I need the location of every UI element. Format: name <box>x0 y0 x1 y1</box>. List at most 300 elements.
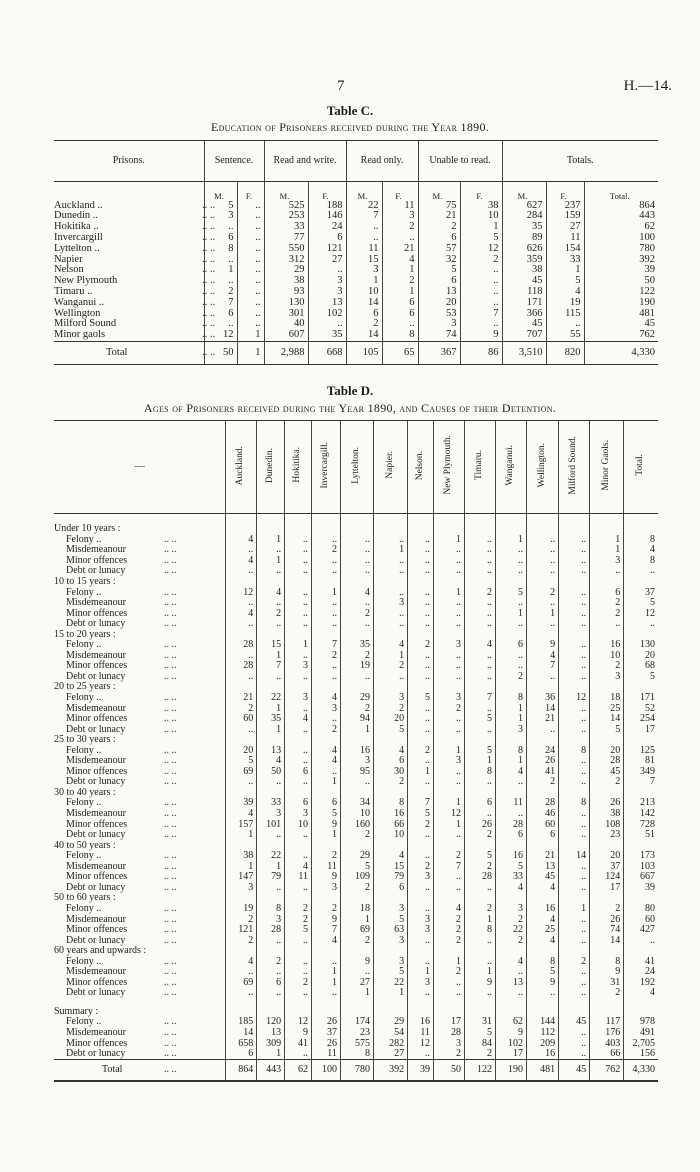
table-cell <box>590 946 624 957</box>
table-cell: .. <box>340 967 373 978</box>
col-header-label: Wanganui. <box>505 444 516 486</box>
table-cell: 481 <box>584 308 658 319</box>
table-cell: 3 <box>257 914 285 925</box>
table-cell: 74 <box>418 330 460 341</box>
table-cell: 2 <box>311 724 340 735</box>
table-cell: 4 <box>374 745 408 756</box>
offence-label: Misdemeanour <box>66 1026 126 1038</box>
table-cell: 9 <box>465 978 496 989</box>
offence-label: Misdemeanour <box>66 544 126 556</box>
table-cell: 6 <box>311 798 340 809</box>
table-cell: 2 <box>285 914 312 925</box>
table-cell: .. <box>559 830 590 841</box>
offence-label: Felony .. <box>66 850 102 862</box>
table-cell: .. <box>226 672 257 683</box>
table-cell: 1 <box>590 545 624 556</box>
table-cell: 7 <box>311 925 340 936</box>
table-cell <box>408 577 434 588</box>
table-row <box>54 598 658 609</box>
table-cell: .. <box>559 872 590 883</box>
table-cell: 37 <box>590 862 624 873</box>
table-cell <box>257 946 285 957</box>
spacer-cell <box>408 514 434 525</box>
leader-dots: .. .. <box>164 565 177 577</box>
table-cell <box>340 946 373 957</box>
spacer-cell <box>340 514 373 525</box>
table-cell: 2 <box>311 545 340 556</box>
table-cell: 3 <box>226 883 257 894</box>
prison-label: Timaru .. <box>54 286 93 298</box>
table-cell: 1 <box>340 724 373 735</box>
table-cell: 4 <box>624 988 658 999</box>
total-label: Total <box>106 346 128 358</box>
table-cell: 3 <box>382 211 418 222</box>
offence-label: Debt or lunacy <box>66 829 126 841</box>
group-label: 25 to 30 years : <box>54 734 116 746</box>
table-cell: 2 <box>340 703 373 714</box>
table-cell: 3 <box>204 211 237 222</box>
spacer-cell <box>496 999 527 1007</box>
table-cell: .. <box>237 244 264 255</box>
table-cell: .. <box>285 619 312 630</box>
table-cell <box>257 577 285 588</box>
col-header <box>374 421 408 514</box>
table-cell: 176 <box>590 1028 624 1039</box>
table-cell: 26 <box>590 914 624 925</box>
total-cell: 1 <box>237 341 264 364</box>
offence-name <box>54 904 226 915</box>
table-cell: 2 <box>460 254 502 265</box>
table-cell: 6 <box>382 298 418 309</box>
table-cell: .. <box>559 608 590 619</box>
spacer-cell <box>624 514 658 525</box>
table-cell: 2 <box>285 978 312 989</box>
table-cell: 4 <box>226 535 257 546</box>
table-cell: 16 <box>527 904 559 915</box>
table-cell: .. <box>257 545 285 556</box>
leader-dots: .. .. <box>202 253 216 265</box>
offence-label: Misdemeanour <box>66 597 126 609</box>
table-cell: 45 <box>584 319 658 330</box>
table-cell: 15 <box>257 640 285 651</box>
table-cell: 11 <box>408 1028 434 1039</box>
table-row <box>54 535 658 546</box>
table-cell: .. <box>285 556 312 567</box>
table-cell: .. <box>226 724 257 735</box>
sub-header-m: M. <box>204 182 237 201</box>
table-cell: 5 <box>408 809 434 820</box>
table-cell: 159 <box>546 211 584 222</box>
table-cell: 1 <box>311 830 340 841</box>
table-cell: 6 <box>204 233 237 244</box>
table-cell: 5 <box>624 598 658 609</box>
table-cell: .. <box>559 724 590 735</box>
table-cell: .. <box>624 619 658 630</box>
table-cell: 39 <box>226 798 257 809</box>
total-cell: 4,330 <box>584 341 658 364</box>
table-cell <box>311 735 340 746</box>
table-cell: 237 <box>546 201 584 212</box>
offence-label: Felony .. <box>66 639 102 651</box>
leader-dots: .. .. <box>202 210 216 222</box>
spacer-cell <box>590 514 624 525</box>
table-cell: 6 <box>226 1049 257 1060</box>
sub-header-m: M. <box>418 182 460 201</box>
leader-dots: .. .. <box>164 1064 177 1076</box>
table-cell: 2 <box>340 883 373 894</box>
col-header <box>465 421 496 514</box>
table-cell: 2 <box>496 672 527 683</box>
table-cell: 5 <box>408 693 434 704</box>
table-cell: .. <box>237 308 264 319</box>
table-row <box>54 319 658 330</box>
table-cell: 2 <box>285 904 312 915</box>
table-cell: 10 <box>285 819 312 830</box>
table-cell: .. <box>285 777 312 788</box>
spacer-cell <box>374 999 408 1007</box>
table-cell: 5 <box>465 714 496 725</box>
table-cell: 728 <box>624 819 658 830</box>
table-cell: 359 <box>502 254 546 265</box>
spacer-cell <box>559 514 590 525</box>
table-cell: 74 <box>590 925 624 936</box>
leader-dots: .. .. <box>164 987 177 999</box>
table-cell: 5 <box>374 967 408 978</box>
col-read-write: Read and write. <box>264 141 346 182</box>
table-cell: 29 <box>374 1017 408 1028</box>
table-cell: 35 <box>257 714 285 725</box>
table-cell <box>590 577 624 588</box>
leader-dots: .. .. <box>202 329 216 341</box>
table-cell: 22 <box>496 925 527 936</box>
offence-name <box>54 830 226 841</box>
table-cell: .. <box>237 265 264 276</box>
table-cell: .. <box>434 556 465 567</box>
table-cell: 75 <box>418 201 460 212</box>
table-cell: 55 <box>546 330 584 341</box>
table-cell: 864 <box>584 201 658 212</box>
table-cell: .. <box>434 767 465 778</box>
table-cell: .. <box>465 556 496 567</box>
leader-dots: .. .. <box>202 318 216 330</box>
table-cell: 38 <box>502 265 546 276</box>
offence-label: Misdemeanour <box>66 755 126 767</box>
table-cell: 366 <box>502 308 546 319</box>
offence-label: Debt or lunacy <box>66 670 126 682</box>
table-cell <box>527 524 559 535</box>
total-cell: 392 <box>374 1060 408 1082</box>
leader-dots: .. .. <box>164 1048 177 1060</box>
col-header-label: Wellington. <box>536 443 547 488</box>
table-cell: 8 <box>374 798 408 809</box>
table-cell <box>226 524 257 535</box>
table-cell: 15 <box>346 254 382 265</box>
table-cell: 84 <box>465 1038 496 1049</box>
table-cell: 39 <box>584 265 658 276</box>
table-cell: 21 <box>226 693 257 704</box>
leader-dots: .. .. <box>164 586 177 598</box>
table-cell: 12 <box>434 809 465 820</box>
leader-dots: .. .. <box>164 692 177 704</box>
table-cell: 2 <box>408 745 434 756</box>
table-cell: 11 <box>496 798 527 809</box>
table-row <box>54 298 658 309</box>
table-cell: .. <box>460 298 502 309</box>
leader-dots: .. .. <box>164 618 177 630</box>
table-d-title: Table D. <box>326 383 374 398</box>
table-row <box>54 872 658 883</box>
col-header-label: Napier. <box>384 451 395 480</box>
table-cell: 54 <box>374 1028 408 1039</box>
table-cell: .. <box>374 587 408 598</box>
table-cell: 1 <box>434 819 465 830</box>
document-reference: H.—14. <box>623 78 672 94</box>
table-cell: 5 <box>465 1028 496 1039</box>
table-cell: .. <box>285 883 312 894</box>
table-c-subtitle: Education of Prisoners received during the Year 1890. <box>210 120 490 134</box>
table-cell: 46 <box>527 809 559 820</box>
table-cell: .. <box>408 988 434 999</box>
table-cell: 13 <box>418 287 460 298</box>
table-row <box>54 661 658 672</box>
table-cell: 28 <box>496 819 527 830</box>
table-cell: 8 <box>559 798 590 809</box>
table-cell: .. <box>527 566 559 577</box>
offence-label: Minor offences <box>66 924 128 936</box>
table-row <box>54 925 658 936</box>
spacer-cell <box>465 514 496 525</box>
table-cell: 1 <box>257 862 285 873</box>
table-cell: 5 <box>546 276 584 287</box>
table-cell: 9 <box>285 1028 312 1039</box>
table-cell: .. <box>237 211 264 222</box>
table-cell: .. <box>340 777 373 788</box>
table-cell: 10 <box>460 211 502 222</box>
table-cell: 40 <box>264 319 308 330</box>
leader-dots: .. .. <box>164 670 177 682</box>
table-cell: 6 <box>374 756 408 767</box>
table-cell: 2 <box>346 319 382 330</box>
table-cell: .. <box>559 809 590 820</box>
table-cell: .. <box>285 967 312 978</box>
table-cell: .. <box>559 935 590 946</box>
table-cell: 6 <box>308 233 346 244</box>
table-cell: 2 <box>559 956 590 967</box>
table-row <box>54 830 658 841</box>
table-cell: .. <box>285 566 312 577</box>
table-cell: .. <box>257 598 285 609</box>
group-row <box>54 577 658 588</box>
table-cell: .. <box>434 883 465 894</box>
table-cell: 1 <box>460 222 502 233</box>
table-row <box>54 587 658 598</box>
table-cell: 443 <box>584 211 658 222</box>
table-cell: .. <box>465 545 496 556</box>
table-cell: 2 <box>496 914 527 925</box>
leader-dots: .. .. <box>164 829 177 841</box>
table-cell <box>559 577 590 588</box>
table-cell: .. <box>374 535 408 546</box>
col-header-label: Dunedin. <box>264 447 275 483</box>
table-cell: .. <box>559 1028 590 1039</box>
table-cell: 1 <box>340 914 373 925</box>
group-label: 60 years and upwards : <box>54 945 147 957</box>
table-cell: 10 <box>340 809 373 820</box>
table-cell: 1 <box>434 587 465 598</box>
table-cell: .. <box>340 556 373 567</box>
table-cell <box>226 577 257 588</box>
leader-dots: .. .. <box>164 723 177 735</box>
table-cell: 16 <box>527 1049 559 1060</box>
spacer-cell <box>285 514 312 525</box>
table-cell: 101 <box>257 819 285 830</box>
leader-dots: .. .. <box>202 275 216 287</box>
table-cell: .. <box>559 988 590 999</box>
table-cell: 4 <box>257 587 285 598</box>
table-cell: 3 <box>374 956 408 967</box>
table-cell: 11 <box>311 862 340 873</box>
table-cell: 1 <box>527 608 559 619</box>
table-cell: 4 <box>226 809 257 820</box>
leader-dots: .. .. <box>164 797 177 809</box>
table-row <box>54 798 658 809</box>
table-cell: 33 <box>496 872 527 883</box>
table-cell: 32 <box>418 254 460 265</box>
table-cell: .. <box>408 598 434 609</box>
table-cell: 2 <box>434 851 465 862</box>
col-header-label: Invercargill. <box>320 441 331 489</box>
table-cell: 174 <box>340 1017 373 1028</box>
table-cell: 3 <box>408 925 434 936</box>
table-cell: .. <box>408 661 434 672</box>
table-cell <box>559 735 590 746</box>
table-cell: 124 <box>590 872 624 883</box>
table-cell: 3 <box>285 809 312 820</box>
table-cell: .. <box>496 651 527 662</box>
col-header <box>624 421 658 514</box>
table-cell: 6 <box>465 798 496 809</box>
total-label: Total <box>102 1064 123 1076</box>
table-cell: 1 <box>496 608 527 619</box>
table-cell: 3 <box>590 672 624 683</box>
table-cell: .. <box>559 967 590 978</box>
table-cell: .. <box>285 598 312 609</box>
table-cell: 21 <box>527 714 559 725</box>
table-cell: 188 <box>308 201 346 212</box>
table-cell: 130 <box>264 298 308 309</box>
table-cell: .. <box>559 767 590 778</box>
table-cell: .. <box>559 914 590 925</box>
table-cell: 27 <box>340 978 373 989</box>
group-label: 40 to 50 years : <box>54 839 116 851</box>
page-header <box>0 78 700 98</box>
table-cell: 8 <box>496 693 527 704</box>
table-cell <box>374 577 408 588</box>
table-cell: 93 <box>264 287 308 298</box>
table-cell: .. <box>226 967 257 978</box>
table-row <box>54 608 658 619</box>
offence-name <box>54 925 226 936</box>
table-cell: 23 <box>590 830 624 841</box>
table-cell <box>590 524 624 535</box>
table-cell: .. <box>408 851 434 862</box>
table-cell: 16 <box>408 1017 434 1028</box>
table-cell: 125 <box>624 745 658 756</box>
offence-label: Debt or lunacy <box>66 987 126 999</box>
offence-name <box>54 851 226 862</box>
leader-dots: .. .. <box>202 346 216 358</box>
table-cell: .. <box>374 672 408 683</box>
table-cell: 28 <box>465 872 496 883</box>
table-cell: 3 <box>374 693 408 704</box>
table-cell: 4 <box>285 714 312 725</box>
table-cell: .. <box>465 619 496 630</box>
offence-name <box>54 598 226 609</box>
table-cell: 122 <box>584 287 658 298</box>
table-cell: 4 <box>624 545 658 556</box>
table-cell: .. <box>311 956 340 967</box>
leader-dots: .. .. <box>202 232 216 244</box>
table-cell: 2 <box>340 608 373 619</box>
col-header-label: Lyttelton. <box>351 446 362 484</box>
table-cell: 8 <box>465 767 496 778</box>
table-cell <box>311 524 340 535</box>
table-cell: .. <box>434 714 465 725</box>
table-cell <box>226 735 257 746</box>
table-cell <box>285 577 312 588</box>
table-cell: .. <box>408 651 434 662</box>
table-cell: 37 <box>311 1028 340 1039</box>
table-cell: .. <box>496 598 527 609</box>
table-cell: .. <box>434 566 465 577</box>
table-cell: .. <box>559 556 590 567</box>
table-cell: .. <box>496 777 527 788</box>
table-cell: 5 <box>374 914 408 925</box>
table-cell: 103 <box>624 862 658 873</box>
table-cell: 21 <box>418 211 460 222</box>
total-cell: 2,988 <box>264 341 308 364</box>
table-cell: 2 <box>374 703 408 714</box>
table-cell: 2 <box>465 862 496 873</box>
table-cell: 6 <box>496 830 527 841</box>
table-cell: .. <box>590 619 624 630</box>
table-cell: 35 <box>502 222 546 233</box>
table-cell: 2 <box>382 222 418 233</box>
table-cell <box>226 946 257 957</box>
table-cell <box>465 946 496 957</box>
table-cell: .. <box>226 777 257 788</box>
offence-name <box>54 935 226 946</box>
table-cell: 41 <box>285 1038 312 1049</box>
table-cell: 4 <box>496 956 527 967</box>
table-cell: 2 <box>226 703 257 714</box>
table-cell: 69 <box>226 767 257 778</box>
group-row <box>54 946 658 957</box>
table-cell: 254 <box>624 714 658 725</box>
prison-label: New Plymouth <box>54 275 118 287</box>
table-cell: 62 <box>496 1017 527 1028</box>
leader-dots: .. .. <box>164 639 177 651</box>
table-cell: 8 <box>465 925 496 936</box>
table-cell: .. <box>460 265 502 276</box>
table-row <box>54 967 658 978</box>
table-cell: 26 <box>590 798 624 809</box>
table-cell <box>257 735 285 746</box>
table-cell: 77 <box>264 233 308 244</box>
table-cell: 2 <box>340 935 373 946</box>
table-cell: .. <box>311 598 340 609</box>
table-cell: 7 <box>460 308 502 319</box>
